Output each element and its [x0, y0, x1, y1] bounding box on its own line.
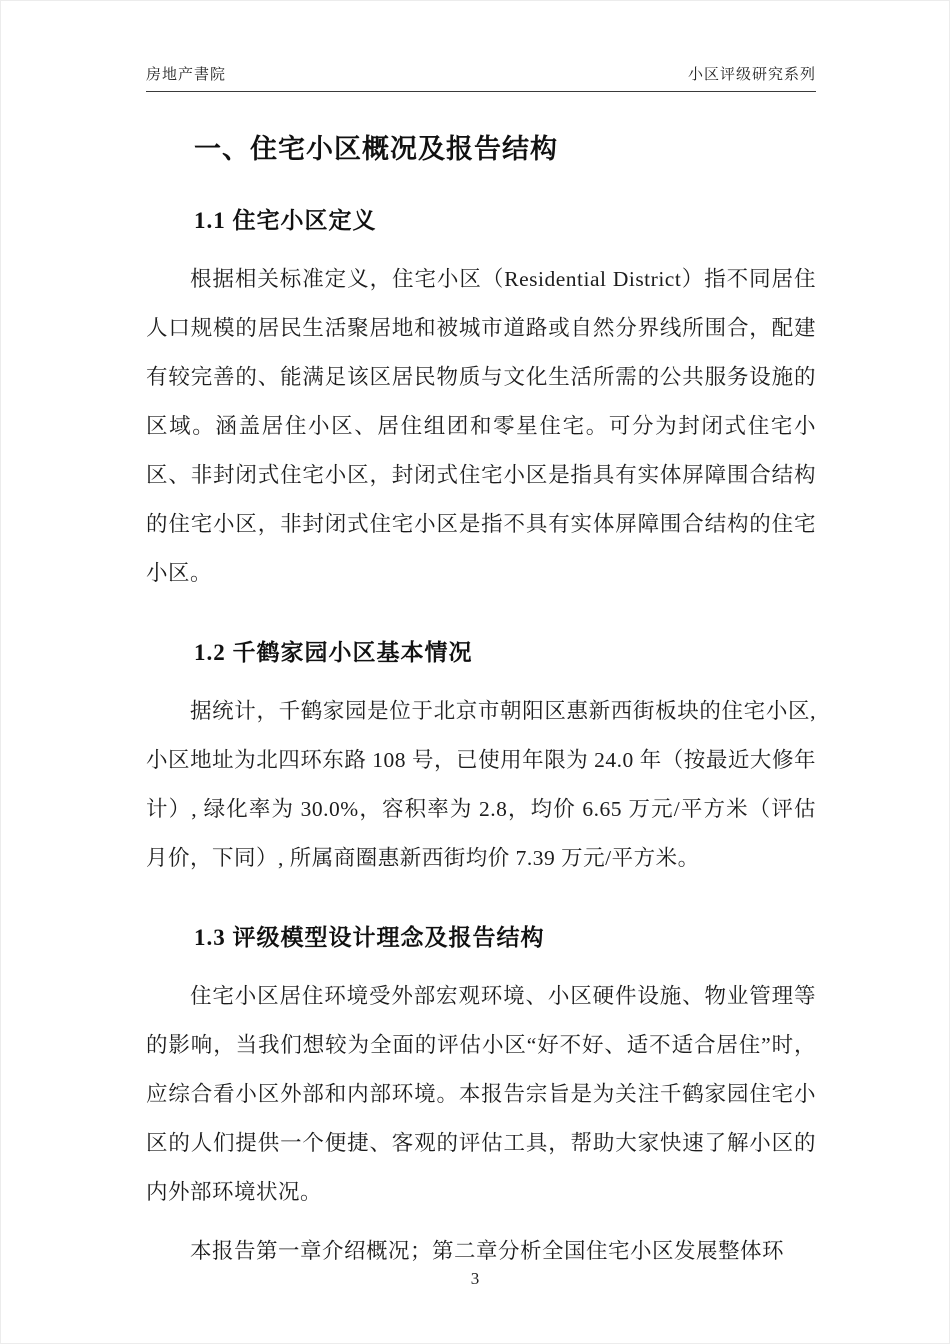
paragraph-basic-info: 据统计，千鹤家园是位于北京市朝阳区惠新西街板块的住宅小区, 小区地址为北四环东路 108 号，已使用年限为 24.0 年（按最近大修年计）, 绿化率为 30.0%，容积率为 2.8，均价 6.65 万元/平方米（评估月价，下同）, 所属商圈惠新西街均价 7.39 万元/平方米。 — [146, 699, 816, 870]
section-heading-1-3: 1.3 评级模型设计理念及报告结构 — [194, 925, 545, 950]
paragraph-model-concept: 住宅小区居住环境受外部宏观环境、小区硬件设施、物业管理等的影响，当我们想较为全面的评估小区“好不好、适不适合居住”时，应综合看小区外部和内部环境。本报告宗旨是为关注千鹤家园住宅小区的人们提供一个便捷、客观的评估工具，帮助大家快速了解小区的内外部环境状况。 — [146, 984, 816, 1204]
document-body — [146, 101, 816, 1276]
chapter-title: 一、住宅小区概况及报告结构 — [194, 134, 558, 164]
header-right-text: 小区评级研究系列 — [687, 67, 816, 83]
section-heading-1-2: 1.2 千鹤家园小区基本情况 — [194, 640, 473, 665]
page-number: 3 — [470, 1269, 480, 1288]
page-footer — [1, 1269, 949, 1289]
section-heading-1-1: 1.1 住宅小区定义 — [194, 208, 377, 233]
page-header — [146, 63, 816, 92]
header-left-text: 房地产書院 — [146, 67, 227, 83]
paragraph-report-structure: 本报告第一章介绍概况；第二章分析全国住宅小区发展整体环 — [190, 1239, 785, 1263]
paragraph-definition: 根据相关标准定义，住宅小区（Residential District）指不同居住人口规模的居民生活聚居地和被城市道路或自然分界线所围合，配建有较完善的、能满足该区居民物质与文化生活所需的公共服务设施的区域。涵盖居住小区、居住组团和零星住宅。可分为封闭式住宅小区、非封闭式住宅小区，封闭式住宅小区是指具有实体屏障围合结构的住宅小区，非封闭式住宅小区是指不具有实体屏障围合结构的住宅小区。 — [146, 267, 816, 585]
